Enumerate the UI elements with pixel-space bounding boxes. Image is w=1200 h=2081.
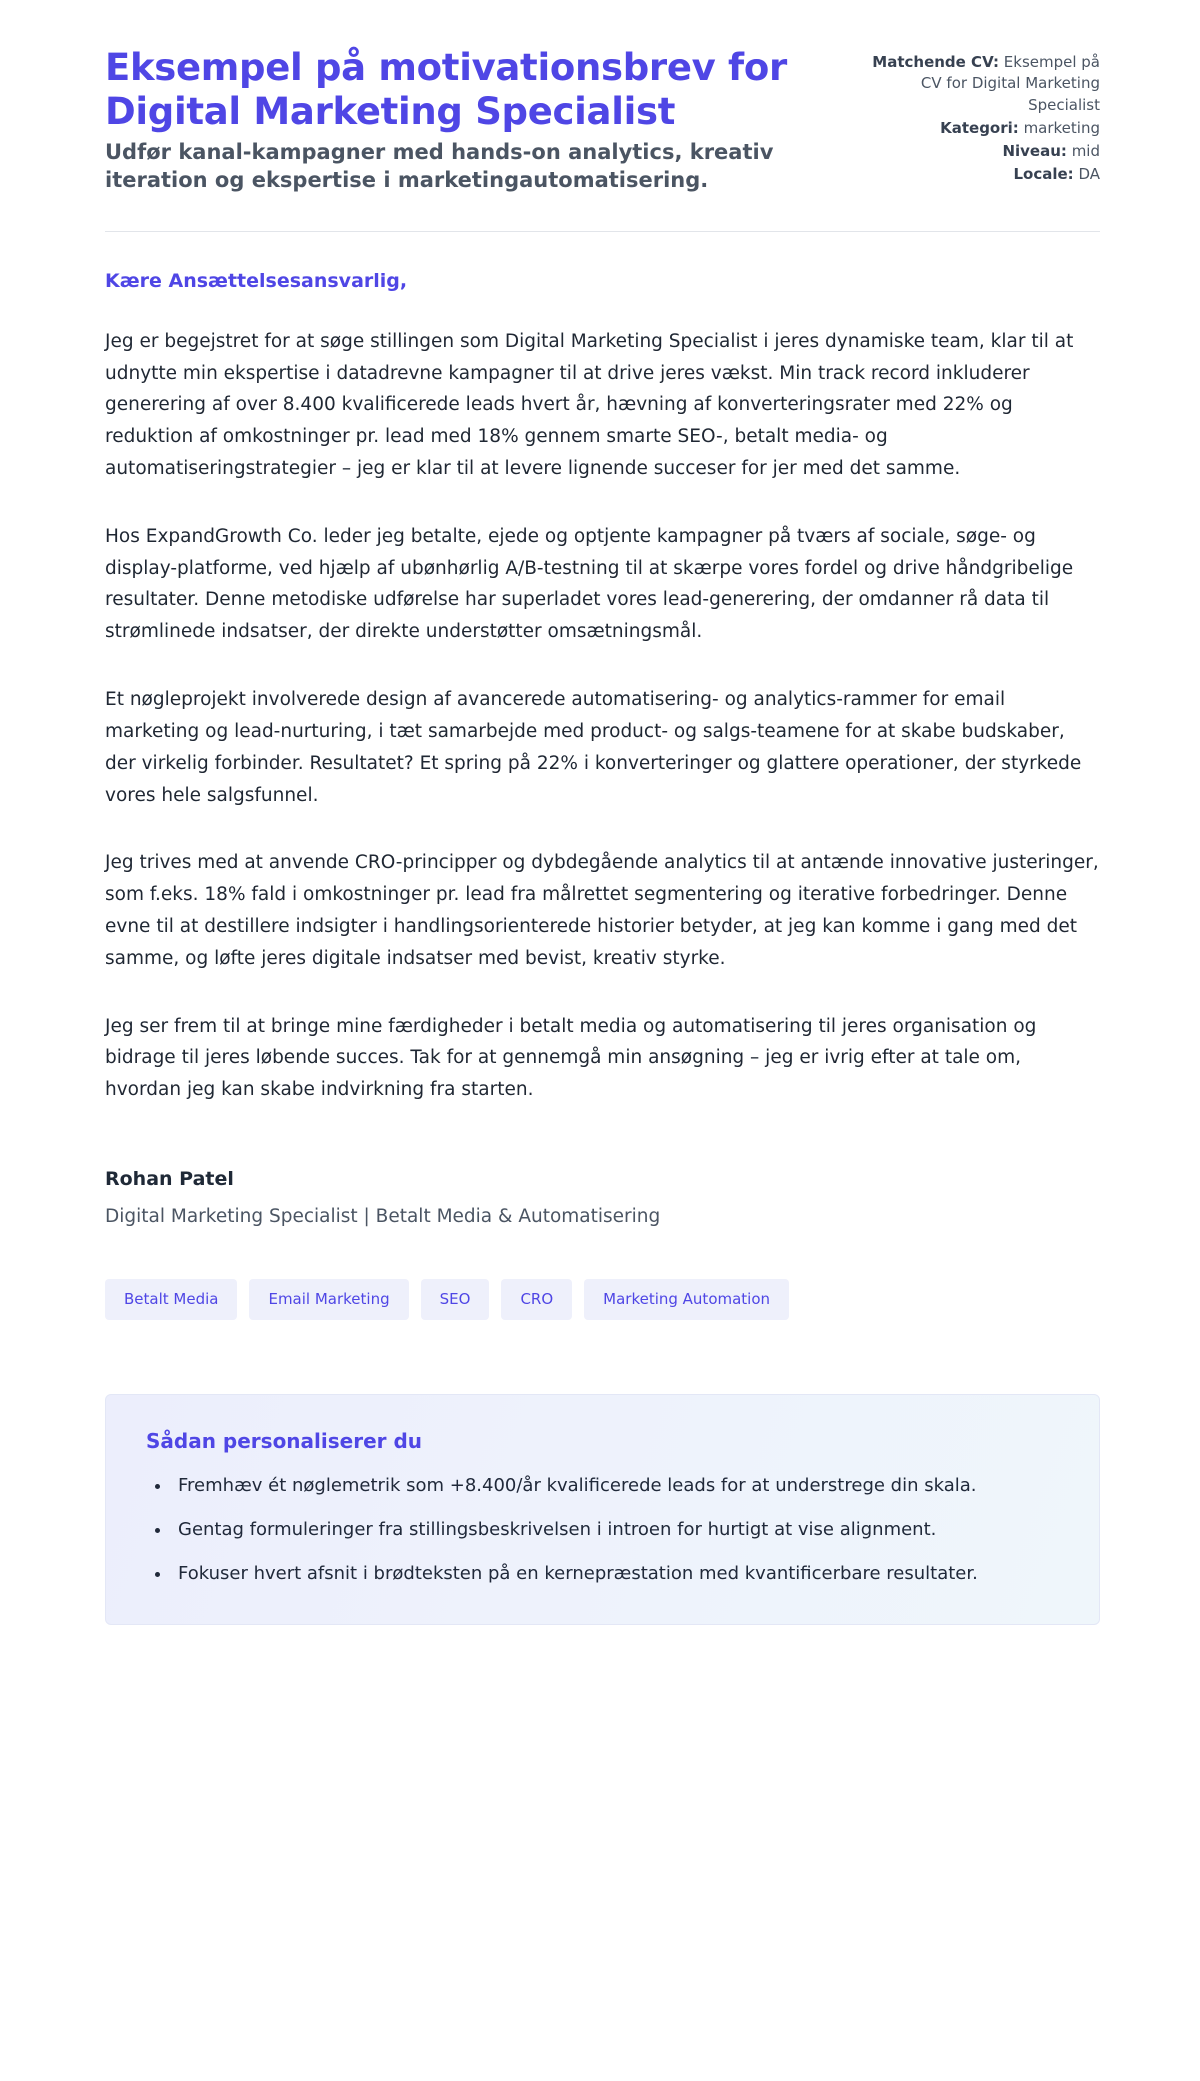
document-metadata bbox=[865, 46, 1100, 188]
document-header bbox=[105, 46, 1100, 195]
meta-row-category bbox=[865, 118, 1100, 139]
page-title: Eksempel på motivationsbrev for Digital Marketing Specialist bbox=[105, 46, 787, 133]
header-title-block bbox=[105, 46, 825, 195]
meta-value-level: mid bbox=[1071, 142, 1100, 161]
meta-label-locale: Locale: bbox=[1013, 165, 1074, 184]
tag-list bbox=[105, 1279, 1100, 1320]
letter-paragraph: Jeg trives med at anvende CRO-principper og dybdegående analytics til at antænde innovative justeringer, som f.eks. 18% fald i omkostninger pr. lead fra målrettet segmentering og iterative forbedringer. Denne evne til at destillere indsigter i handlingsorienterede historier betyder, at jeg kan komme i gang med det samme, og løfte jeres digitale indsatser med bevist, kreativ styrke. bbox=[105, 852, 1099, 969]
meta-row-level bbox=[865, 141, 1100, 162]
tips-list bbox=[146, 1471, 1061, 1590]
page-subtitle: Udfør kanal-kampagner med hands-on analytics, kreativ iteration og ekspertise i marketingautomatisering. bbox=[105, 140, 774, 193]
letter-body bbox=[105, 232, 1100, 1106]
list-item: • Fremhæv ét nøglemetrik som +8.400/år kvalificerede leads for at understrege din skala. bbox=[172, 1471, 1061, 1501]
meta-label-matching-cv: Matchende CV: bbox=[872, 53, 999, 71]
signature-role: Digital Marketing Specialist | Betalt Media & Automatisering bbox=[105, 1206, 661, 1227]
meta-value-locale: DA bbox=[1078, 165, 1100, 184]
signature-block bbox=[105, 1168, 1100, 1227]
tag-chip[interactable]: Marketing Automation bbox=[584, 1279, 789, 1320]
list-item: • Fokuser hvert afsnit i brødteksten på en kernepræstation med kvantificerbare resultater. bbox=[172, 1559, 1061, 1589]
meta-value-category: marketing bbox=[1023, 118, 1100, 137]
tag-chip[interactable]: Email Marketing bbox=[249, 1279, 408, 1320]
personalization-tips-panel bbox=[105, 1394, 1100, 1625]
list-item: • Gentag formuleringer fra stillingsbeskrivelsen i introen for hurtigt at vise alignment. bbox=[172, 1515, 1061, 1545]
tag-chip[interactable]: CRO bbox=[501, 1279, 572, 1320]
meta-label-category: Kategori: bbox=[940, 118, 1019, 137]
letter-salutation: Kære Ansættelsesansvarlig, bbox=[105, 269, 408, 292]
tips-panel-title: Sådan personaliserer du bbox=[146, 1429, 423, 1453]
meta-row-locale bbox=[865, 164, 1100, 185]
letter-paragraph: Et nøgleprojekt involverede design af avancerede automatisering- og analytics-rammer for email marketing og lead-nurturing, i tæt samarbejde med product- og salgs-teamene for at skabe budskaber, der virkelig forbinder. Resultatet? Et spring på 22% i konverteringer og glattere operationer, der styrkede vores hele salgsfunnel. bbox=[105, 689, 1082, 806]
meta-value-matching-cv: Eksempel på CV for Digital Marketing Specialist bbox=[920, 53, 1100, 114]
tag-chip[interactable]: Betalt Media bbox=[105, 1279, 237, 1320]
signature-name: Rohan Patel bbox=[105, 1168, 234, 1190]
meta-row-matching-cv bbox=[865, 52, 1100, 116]
meta-label-level: Niveau: bbox=[1002, 142, 1067, 161]
letter-paragraph: Jeg er begejstret for at søge stillingen som Digital Marketing Specialist i jeres dynamiske team, klar til at udnytte min ekspertise i datadrevne kampagner til at drive jeres vækst. Min track record inkluderer generering af over 8.400 kvalificerede leads hvert år, hævning af konverteringsrater med 22% og reduktion af omkostninger pr. lead med 18% gennem smarte SEO-, betalt media- og automatiseringstrategier – jeg er klar til at levere lignende succeser for jer med det samme. bbox=[105, 330, 1074, 479]
letter-paragraph: Hos ExpandGrowth Co. leder jeg betalte, ejede og optjente kampagner på tværs af sociale, søge- og display-platforme, ved hjælp af ubønhørlig A/B-testning til at skærpe vores fordel og drive håndgribelige resultater. Denne metodiske udførelse har superladet vores lead-generering, der omdanner rå data til strømlinede indsatser, der direkte understøtter omsætningsmål. bbox=[105, 525, 1074, 643]
tag-chip[interactable]: SEO bbox=[421, 1279, 490, 1320]
letter-paragraph: Jeg ser frem til at bringe mine færdigheder i betalt media og automatisering til jeres organisation og bidrage til jeres løbende succes. Tak for at gennemgå min ansøgning – jeg er ivrig efter at tale om, hvordan jeg kan skabe indvirkning fra starten. bbox=[105, 1015, 1037, 1101]
